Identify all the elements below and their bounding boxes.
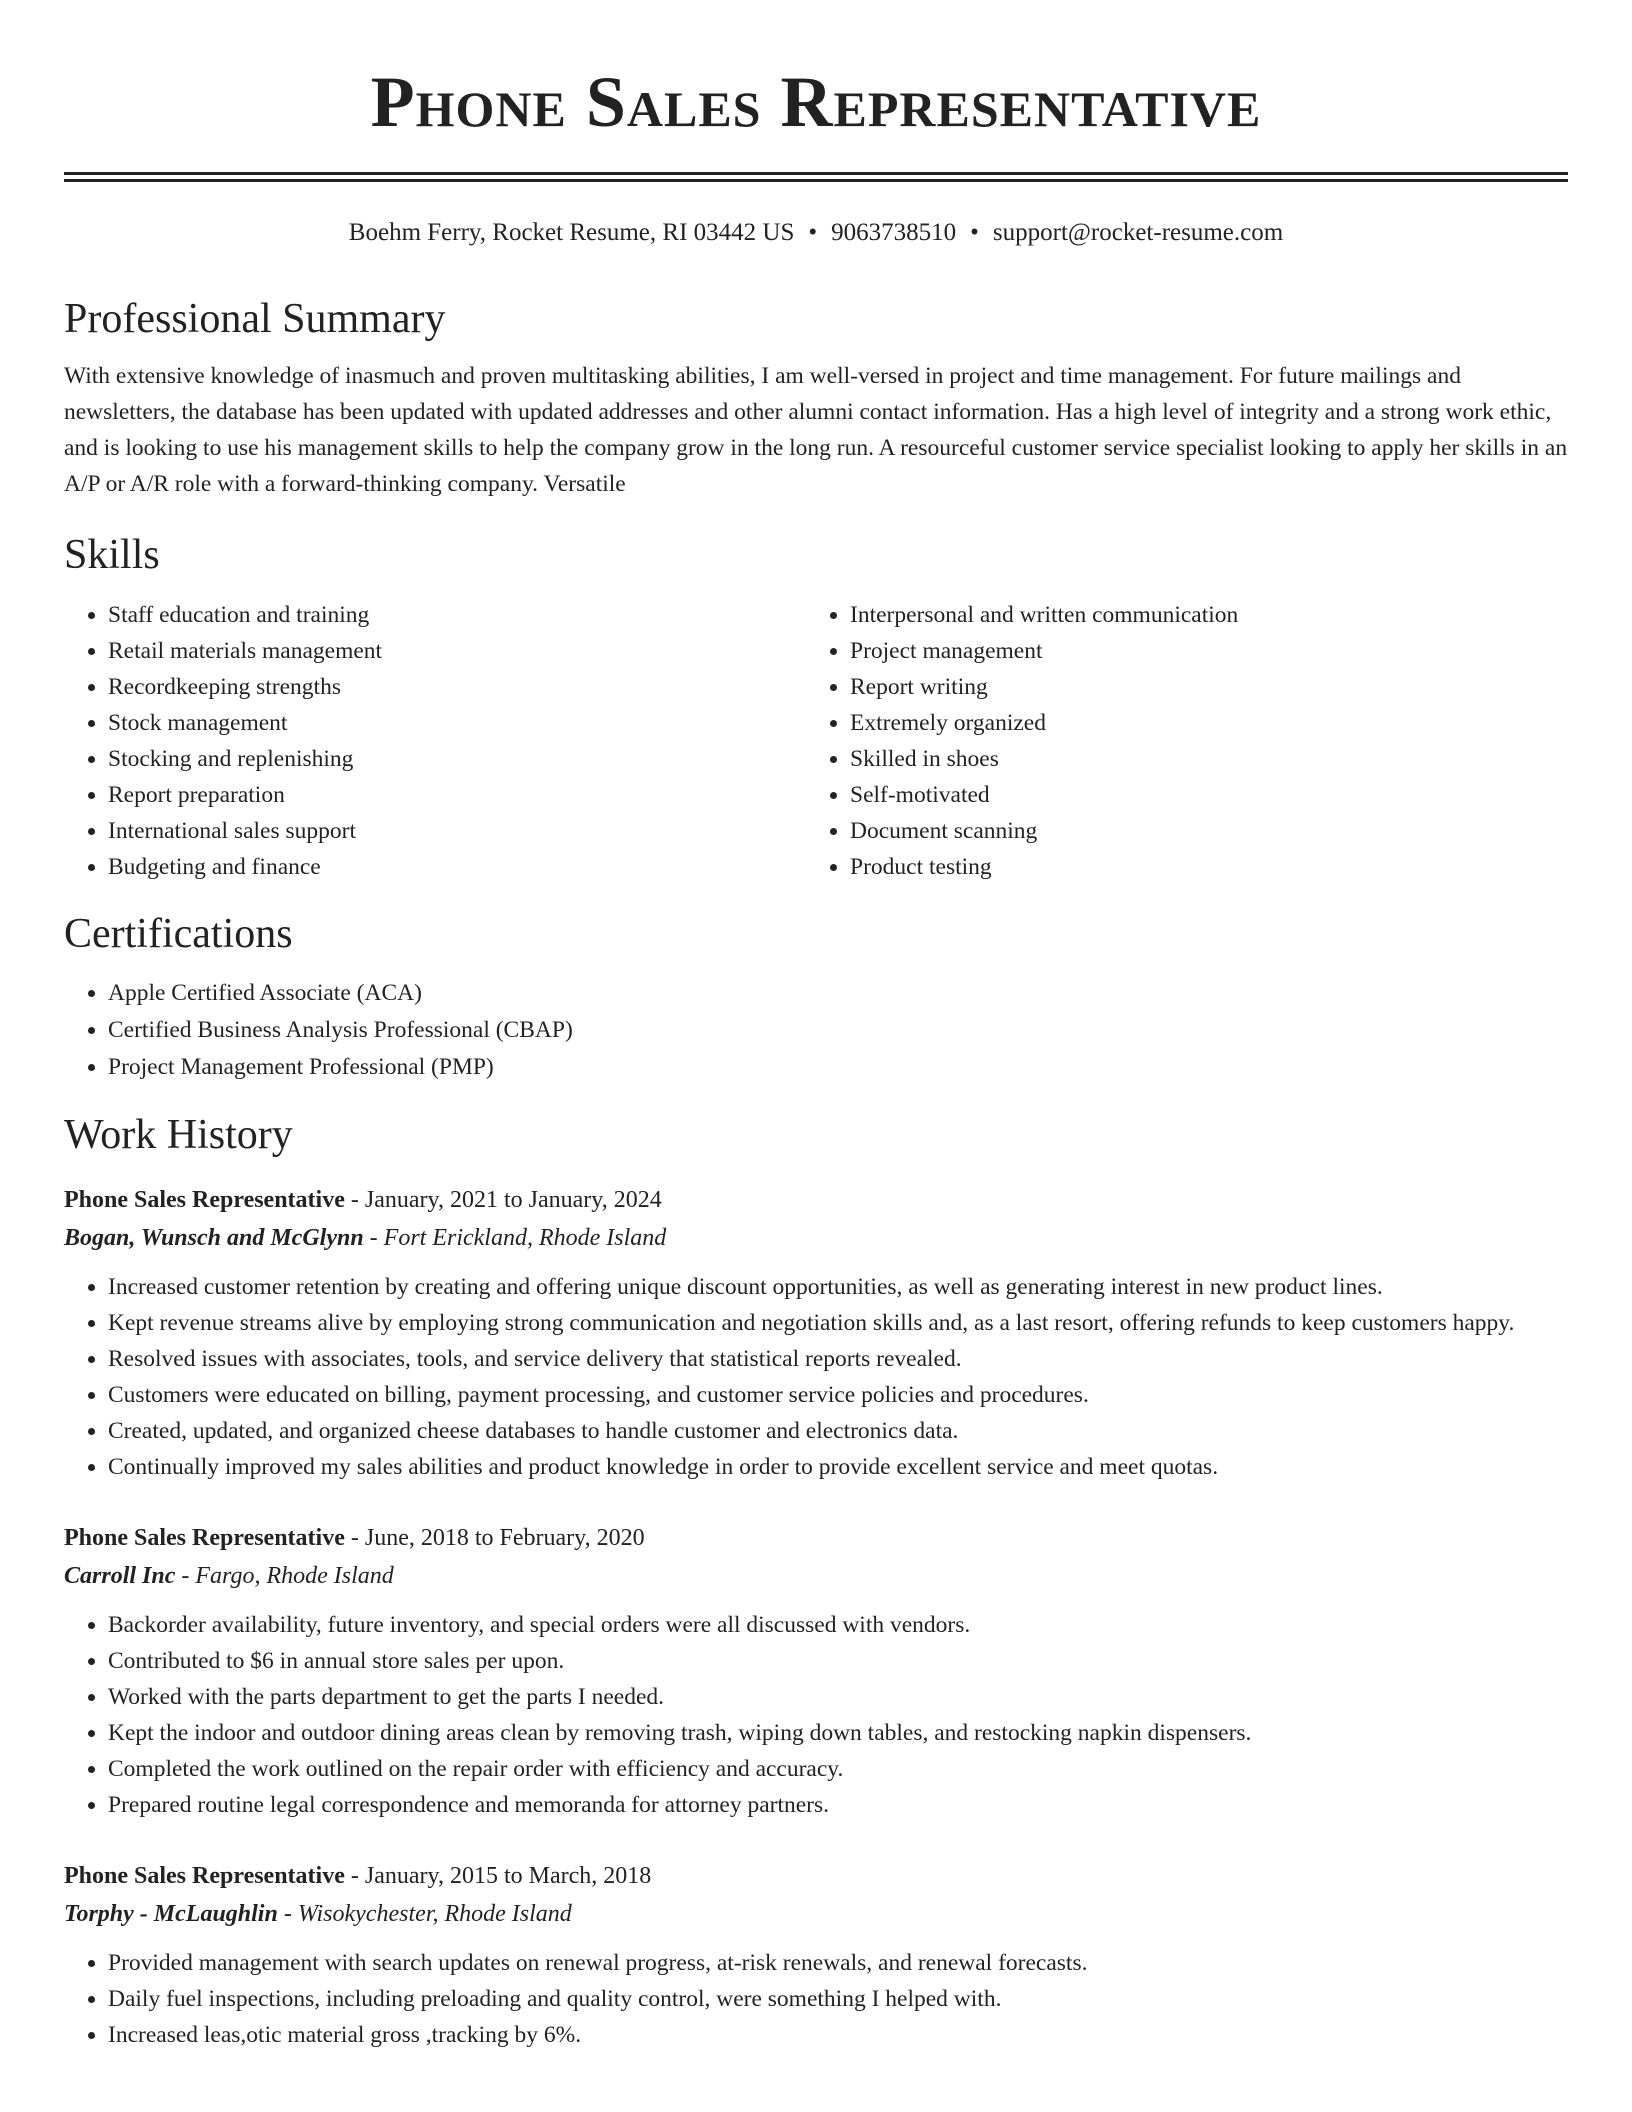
skill-item: • Project management xyxy=(850,633,1548,669)
job-header xyxy=(64,1519,1568,1557)
job-dates: - January, 2021 to January, 2024 xyxy=(344,1186,662,1213)
skills-list-right xyxy=(806,597,1548,885)
job-bullet: • Increased customer retention by creating and offering unique discount opportunities, as well as generating interest in new product lines. xyxy=(108,1269,1568,1305)
job-bullet: • Kept revenue streams alive by employing strong communication and negotiation skills and, as a last resort, offering refunds to keep customers happy. xyxy=(108,1305,1568,1341)
job-location: - Fargo, Rhode Island xyxy=(175,1562,394,1589)
job-bullet: • Daily fuel inspections, including preloading and quality control, were something I helped with. xyxy=(108,1981,1568,2017)
job-company-line xyxy=(64,1219,1568,1257)
skill-item: • Budgeting and finance xyxy=(108,849,806,885)
certification-item: • Project Management Professional (PMP) xyxy=(108,1049,1568,1086)
certification-item: • Apple Certified Associate (ACA) xyxy=(108,975,1568,1012)
job-bullet: • Created, updated, and organized cheese databases to handle customer and electronics data. xyxy=(108,1413,1568,1449)
skill-item: • International sales support xyxy=(108,813,806,849)
contact-line xyxy=(64,218,1568,248)
job-bullet: • Provided management with search updates on renewal progress, at-risk renewals, and renewal forecasts. xyxy=(108,1945,1568,1981)
skills-column-right xyxy=(806,597,1548,885)
job-entry xyxy=(64,1519,1568,1823)
contact-address: Boehm Ferry, Rocket Resume, RI 03442 US xyxy=(348,219,795,246)
job-company: Carroll Inc xyxy=(64,1562,176,1589)
job-entry xyxy=(64,1181,1568,1485)
job-bullet: • Backorder availability, future inventory, and special orders were all discussed with vendors. xyxy=(108,1607,1568,1643)
skills-list-left xyxy=(64,597,806,885)
summary-heading: Professional Summary xyxy=(64,296,446,342)
contact-separator: • xyxy=(808,219,818,246)
skill-item: • Recordkeeping strengths xyxy=(108,669,806,705)
job-bullet: • Continually improved my sales abilities and product knowledge in order to provide excellent service and meet quotas. xyxy=(108,1449,1568,1485)
contact-phone: 9063738510 xyxy=(831,219,957,246)
contact-separator: • xyxy=(970,219,979,246)
skill-item: • Product testing xyxy=(850,849,1548,885)
skill-item: • Retail materials management xyxy=(108,633,806,669)
job-role: Phone Sales Representative xyxy=(64,1862,345,1889)
resume-title: Phone Sales Representative xyxy=(370,62,1262,142)
job-company: Torphy - McLaughlin xyxy=(64,1900,278,1927)
skill-item: • Stock management xyxy=(108,705,806,741)
job-dates: - June, 2018 to February, 2020 xyxy=(344,1524,645,1551)
job-entry xyxy=(64,1857,1568,2053)
job-bullet: • Completed the work outlined on the repair order with efficiency and accuracy. xyxy=(108,1751,1568,1787)
job-bullets xyxy=(64,1269,1568,1485)
certification-item: • Certified Business Analysis Professional (CBAP) xyxy=(108,1012,1568,1049)
job-header xyxy=(64,1181,1568,1219)
skills-column-left xyxy=(64,597,806,885)
certifications-heading: Certifications xyxy=(64,910,293,957)
job-header xyxy=(64,1857,1568,1895)
certifications-list xyxy=(64,975,1568,1086)
skill-item: • Self-motivated xyxy=(850,777,1548,813)
skill-item: • Report writing xyxy=(850,669,1548,705)
job-company-line xyxy=(64,1557,1568,1595)
skill-item: • Interpersonal and written communication xyxy=(850,597,1548,633)
job-bullet: • Contributed to $6 in annual store sales per upon. xyxy=(108,1643,1568,1679)
job-bullet: • Increased leas,otic material gross ,tracking by 6%. xyxy=(108,2017,1568,2053)
job-bullet: • Resolved issues with associates, tools, and service delivery that statistical reports revealed. xyxy=(108,1341,1568,1377)
job-bullets xyxy=(64,1945,1568,2053)
job-bullets xyxy=(64,1607,1568,1823)
job-bullet: • Prepared routine legal correspondence and memoranda for attorney partners. xyxy=(108,1787,1568,1823)
job-company-line xyxy=(64,1895,1568,1933)
job-location: - Fort Erickland, Rhode Island xyxy=(363,1224,667,1251)
skill-item: • Skilled in shoes xyxy=(850,741,1548,777)
title-divider xyxy=(64,172,1568,182)
job-bullet: • Customers were educated on billing, payment processing, and customer service policies and procedures. xyxy=(108,1377,1568,1413)
contact-email: support@rocket-resume.com xyxy=(992,219,1284,246)
skill-item: • Extremely organized xyxy=(850,705,1548,741)
job-dates: - January, 2015 to March, 2018 xyxy=(344,1862,652,1889)
skill-item: • Report preparation xyxy=(108,777,806,813)
skill-item: • Document scanning xyxy=(850,813,1548,849)
job-role: Phone Sales Representative xyxy=(64,1186,345,1213)
skills-heading: Skills xyxy=(64,532,160,579)
job-bullet: • Kept the indoor and outdoor dining areas clean by removing trash, wiping down tables, and restocking napkin dispensers. xyxy=(108,1715,1568,1751)
summary-text: With extensive knowledge of inasmuch and proven multitasking abilities, I am well-versed in project and time management. For future mailings and newsletters, the database has been updated with updated addresses and other alumni contact information. Has a high level of integrity and a strong work ethic, and is looking to use his management skills to help the company grow in the long run. A resourceful customer service specialist looking to apply her skills in an A/P or A/R role with a forward-thinking company. Versatile xyxy=(64,363,1568,498)
job-company: Bogan, Wunsch and McGlynn xyxy=(64,1224,364,1251)
job-location: - Wisokychester, Rhode Island xyxy=(277,1900,572,1927)
work-history-heading: Work History xyxy=(64,1112,293,1159)
skills-grid xyxy=(64,597,1568,885)
job-bullet: • Worked with the parts department to get the parts I needed. xyxy=(108,1679,1568,1715)
skill-item: • Staff education and training xyxy=(108,597,806,633)
job-role: Phone Sales Representative xyxy=(64,1524,345,1551)
skill-item: • Stocking and replenishing xyxy=(108,741,806,777)
